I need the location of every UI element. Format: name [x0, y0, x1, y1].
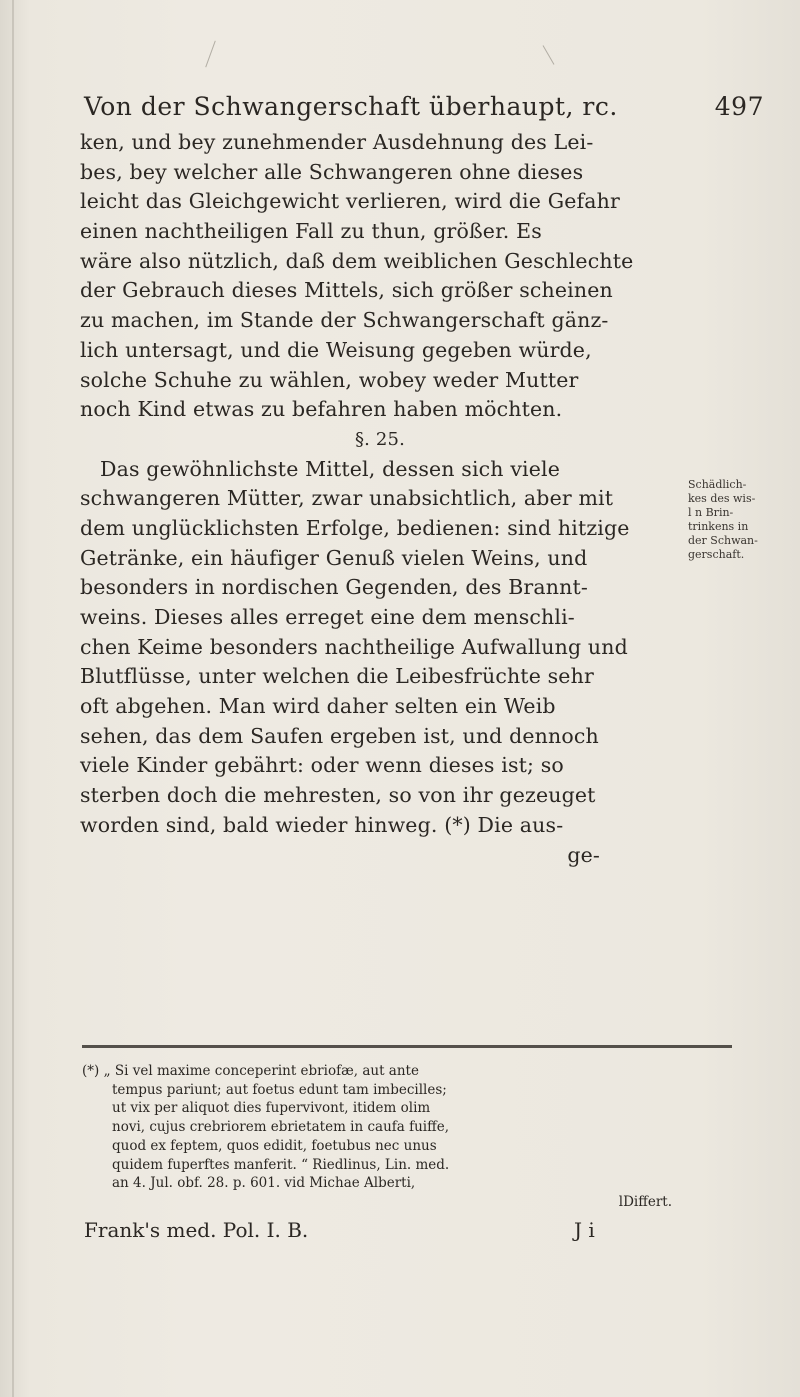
text-line: sehen, das dem Saufen ergeben ist, und dennoch: [80, 723, 599, 748]
footnote-line: (*) „ Si vel maxime conceperint ebriofæ, aut ante: [82, 1063, 419, 1079]
footnote-line: lDiffert.: [618, 1193, 672, 1210]
text-line: besonders in nordischen Gegenden, des Brannt-: [80, 575, 588, 600]
margin-note-line: l n Brin-: [688, 506, 734, 519]
footnote-line: quidem fuperftes manferit. “ Riedlinus, Lin. med.: [112, 1156, 450, 1173]
text-line: einen nachtheiligen Fall zu thun, größer. Es: [80, 219, 542, 244]
text-line: leicht das Gleichgewicht verlieren, wird die Gefahr: [80, 189, 620, 214]
text-line: weins. Dieses alles erreget eine dem menschli-: [80, 605, 575, 629]
footnote: [82, 1062, 742, 1212]
text-line: chen Keime besonders nachtheilige Aufwallung und: [80, 634, 628, 659]
text-line: solche Schuhe zu wählen, wobey weder Mutter: [80, 367, 579, 392]
text-line: der Gebrauch dieses Mittels, sich größer scheinen: [80, 278, 613, 303]
page-number: 497: [714, 92, 764, 121]
main-text: [80, 128, 680, 870]
margin-note-line: gerschaft.: [688, 548, 745, 561]
crease-mark: [543, 45, 555, 65]
text-line: Das gewöhnlichste Mittel, dessen sich viele: [100, 456, 561, 481]
margin-note: [688, 478, 778, 562]
text-line: wäre also nützlich, daß dem weiblichen Geschlechte: [80, 248, 634, 273]
margin-note-line: trinkens in: [688, 520, 749, 533]
text-line: zu machen, im Stande der Schwangerschaft gänz-: [80, 308, 609, 333]
footnote-line: quod ex feptem, quos edidit, foetubus nec unus: [112, 1137, 437, 1154]
footnote-separator: [82, 1045, 732, 1048]
text-line: noch Kind etwas zu befahren haben möchten.: [80, 397, 563, 422]
signature-title: Frank's med. Pol. I. B.: [84, 1218, 309, 1242]
footnote-line: an 4. Jul. obf. 28. p. 601. vid Michae Alberti,: [112, 1175, 416, 1192]
margin-note-line: der Schwan-: [688, 534, 758, 547]
text-line: dem unglücklichsten Erfolge, bedienen: sind hitzige: [80, 515, 630, 540]
margin-note-line: Schädlich-: [688, 478, 747, 491]
catchword: ge-: [567, 842, 600, 867]
page-gutter: [12, 0, 14, 1397]
text-line: viele Kinder gebährt: oder wenn dieses ist; so: [80, 753, 564, 778]
running-header: [84, 86, 764, 126]
text-line: oft abgehen. Man wird daher selten ein Weib: [80, 694, 556, 719]
footnote-line: tempus pariunt; aut foetus edunt tam imbecilles;: [112, 1081, 447, 1098]
text-line: bes, bey welcher alle Schwangeren ohne dieses: [80, 159, 584, 184]
text-line: sterben doch die mehresten, so von ihr gezeuget: [80, 783, 596, 808]
footnote-line: novi, cujus crebriorem ebrietatem in caufa fuiffe,: [112, 1119, 449, 1136]
text-line: worden sind, bald wieder hinweg. (*) Die aus-: [80, 812, 564, 837]
section-heading: §. 25.: [355, 428, 405, 450]
footnote-line: ut vix per aliquot dies fupervivont, itidem olim: [112, 1100, 431, 1117]
text-line: Blutflüsse, unter welchen die Leibesfrüchte sehr: [80, 664, 594, 689]
text-line: lich untersagt, und die Weisung gegeben würde,: [80, 337, 592, 362]
crease-mark: [205, 41, 216, 68]
text-line: Getränke, ein häufiger Genuß vielen Weins, und: [80, 545, 588, 570]
text-line: ken, und bey zunehmender Ausdehnung des Lei-: [80, 130, 594, 154]
margin-note-line: kes des wis-: [688, 492, 756, 505]
signature-mark: J i: [574, 1218, 595, 1242]
running-title: Von der Schwangerschaft überhaupt, rc.: [84, 92, 618, 121]
text-line: schwangeren Mütter, zwar unabsichtlich, aber mit: [80, 486, 614, 511]
